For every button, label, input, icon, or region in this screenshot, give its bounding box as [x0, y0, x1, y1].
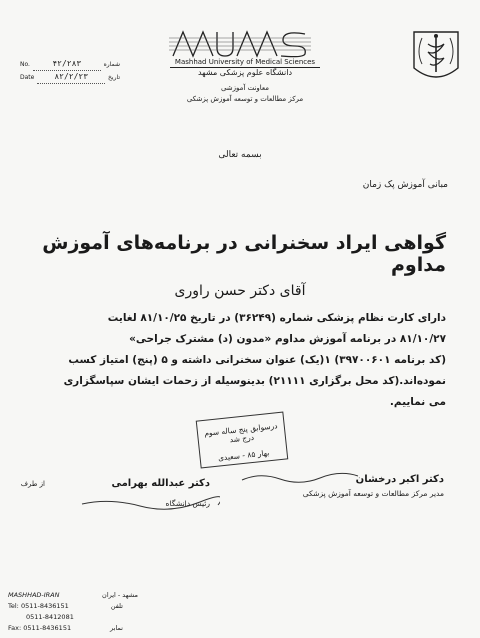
- university-name-fa: دانشگاه علوم پزشکی مشهد: [197, 68, 293, 77]
- signature-block-director: [303, 474, 444, 498]
- recipient-name: آقای دکتر حسن راوری: [174, 283, 306, 299]
- mums-logo: [165, 26, 315, 62]
- tel-1: 0511-8436151: [20, 602, 69, 610]
- stamp-line-1: درسوابق پنج ساله سوم درج شد: [203, 421, 278, 445]
- university-emblem-icon: [410, 28, 462, 84]
- bismillah-heading: بسمه تعالی: [218, 150, 262, 160]
- body-line: ۸۱/۱۰/۲۷ در برنامه آموزش مداوم «مدون (د) مشترک جراحی»: [129, 333, 446, 345]
- body-line: دارای کارت نظام پزشکی شماره (۳۶۲۴۹) در تاریخ ۸۱/۱۰/۲۵ لغایت: [107, 312, 446, 324]
- fax-number: 0511-8436151: [23, 624, 72, 632]
- footer-fax-row: [8, 623, 228, 634]
- director-role: مدیر مرکز مطالعات و توسعه آموزش پزشکی: [302, 489, 444, 498]
- footer-tel2-row: [8, 612, 228, 623]
- footer-contact: [8, 590, 228, 634]
- certificate-title: گواهی ایراد سخنرانی در برنامه‌های آموزش مداوم: [42, 232, 446, 276]
- footer-tel-row: [8, 601, 228, 612]
- city-en: MASHHAD-IRAN: [8, 591, 60, 599]
- body-line: نموده‌اند.(کد محل برگزاری ۲۱۱۱۱) بدینوسیله از زحمات ایشان سپاسگزاری: [63, 375, 446, 387]
- city-fa: مشهد - ایران: [102, 591, 138, 599]
- department-line-1: معاونت آموزشی: [220, 84, 270, 92]
- certificate-body: [40, 308, 446, 413]
- date-row: [20, 71, 120, 84]
- signature-block-president: [20, 478, 210, 508]
- number-label-en: No.: [20, 60, 30, 68]
- president-role: رئیس دانشگاه: [165, 499, 210, 508]
- stamp-line-2: بهار ۸۵ - سعیدی: [217, 448, 270, 463]
- president-name: دکتر عبدالله بهرامی: [111, 478, 210, 489]
- tel-label: Tel:: [8, 602, 19, 610]
- date-label-fa: تاریخ: [108, 73, 120, 81]
- number-row: [20, 58, 120, 71]
- body-line: (کد برنامه ۳۹۷۰۰۶۰۱) ۱(یک) عنوان سخنرانی داشته و ۵ (پنج) امتیاز کسب: [68, 354, 446, 366]
- number-value: ۴۲/۲۸۳: [33, 58, 101, 71]
- phone-fa: تلفن: [110, 602, 123, 610]
- number-label-fa: شماره: [103, 60, 120, 68]
- fax-fa: نمابر: [110, 624, 123, 632]
- department-line-2: مرکز مطالعات و توسعه آموزش پزشکی: [186, 95, 304, 103]
- university-name-en: Mashhad University of Medical Sciences: [170, 58, 320, 68]
- date-label-en: Date: [20, 73, 35, 81]
- handwritten-note: مبانی آموزش پک زمان: [362, 180, 448, 190]
- reference-block: [20, 58, 120, 84]
- date-value: ۸۲/۲/۲۳: [37, 71, 105, 84]
- footer-city-row: [8, 590, 228, 601]
- on-behalf-label: از طرف: [20, 480, 45, 488]
- tel-2: 0511-8412081: [26, 613, 74, 621]
- fax-label: Fax:: [8, 624, 22, 632]
- director-name: دکتر اکبر درخشان: [355, 474, 444, 485]
- record-stamp: [196, 412, 289, 469]
- body-line: می نماییم.: [389, 396, 446, 408]
